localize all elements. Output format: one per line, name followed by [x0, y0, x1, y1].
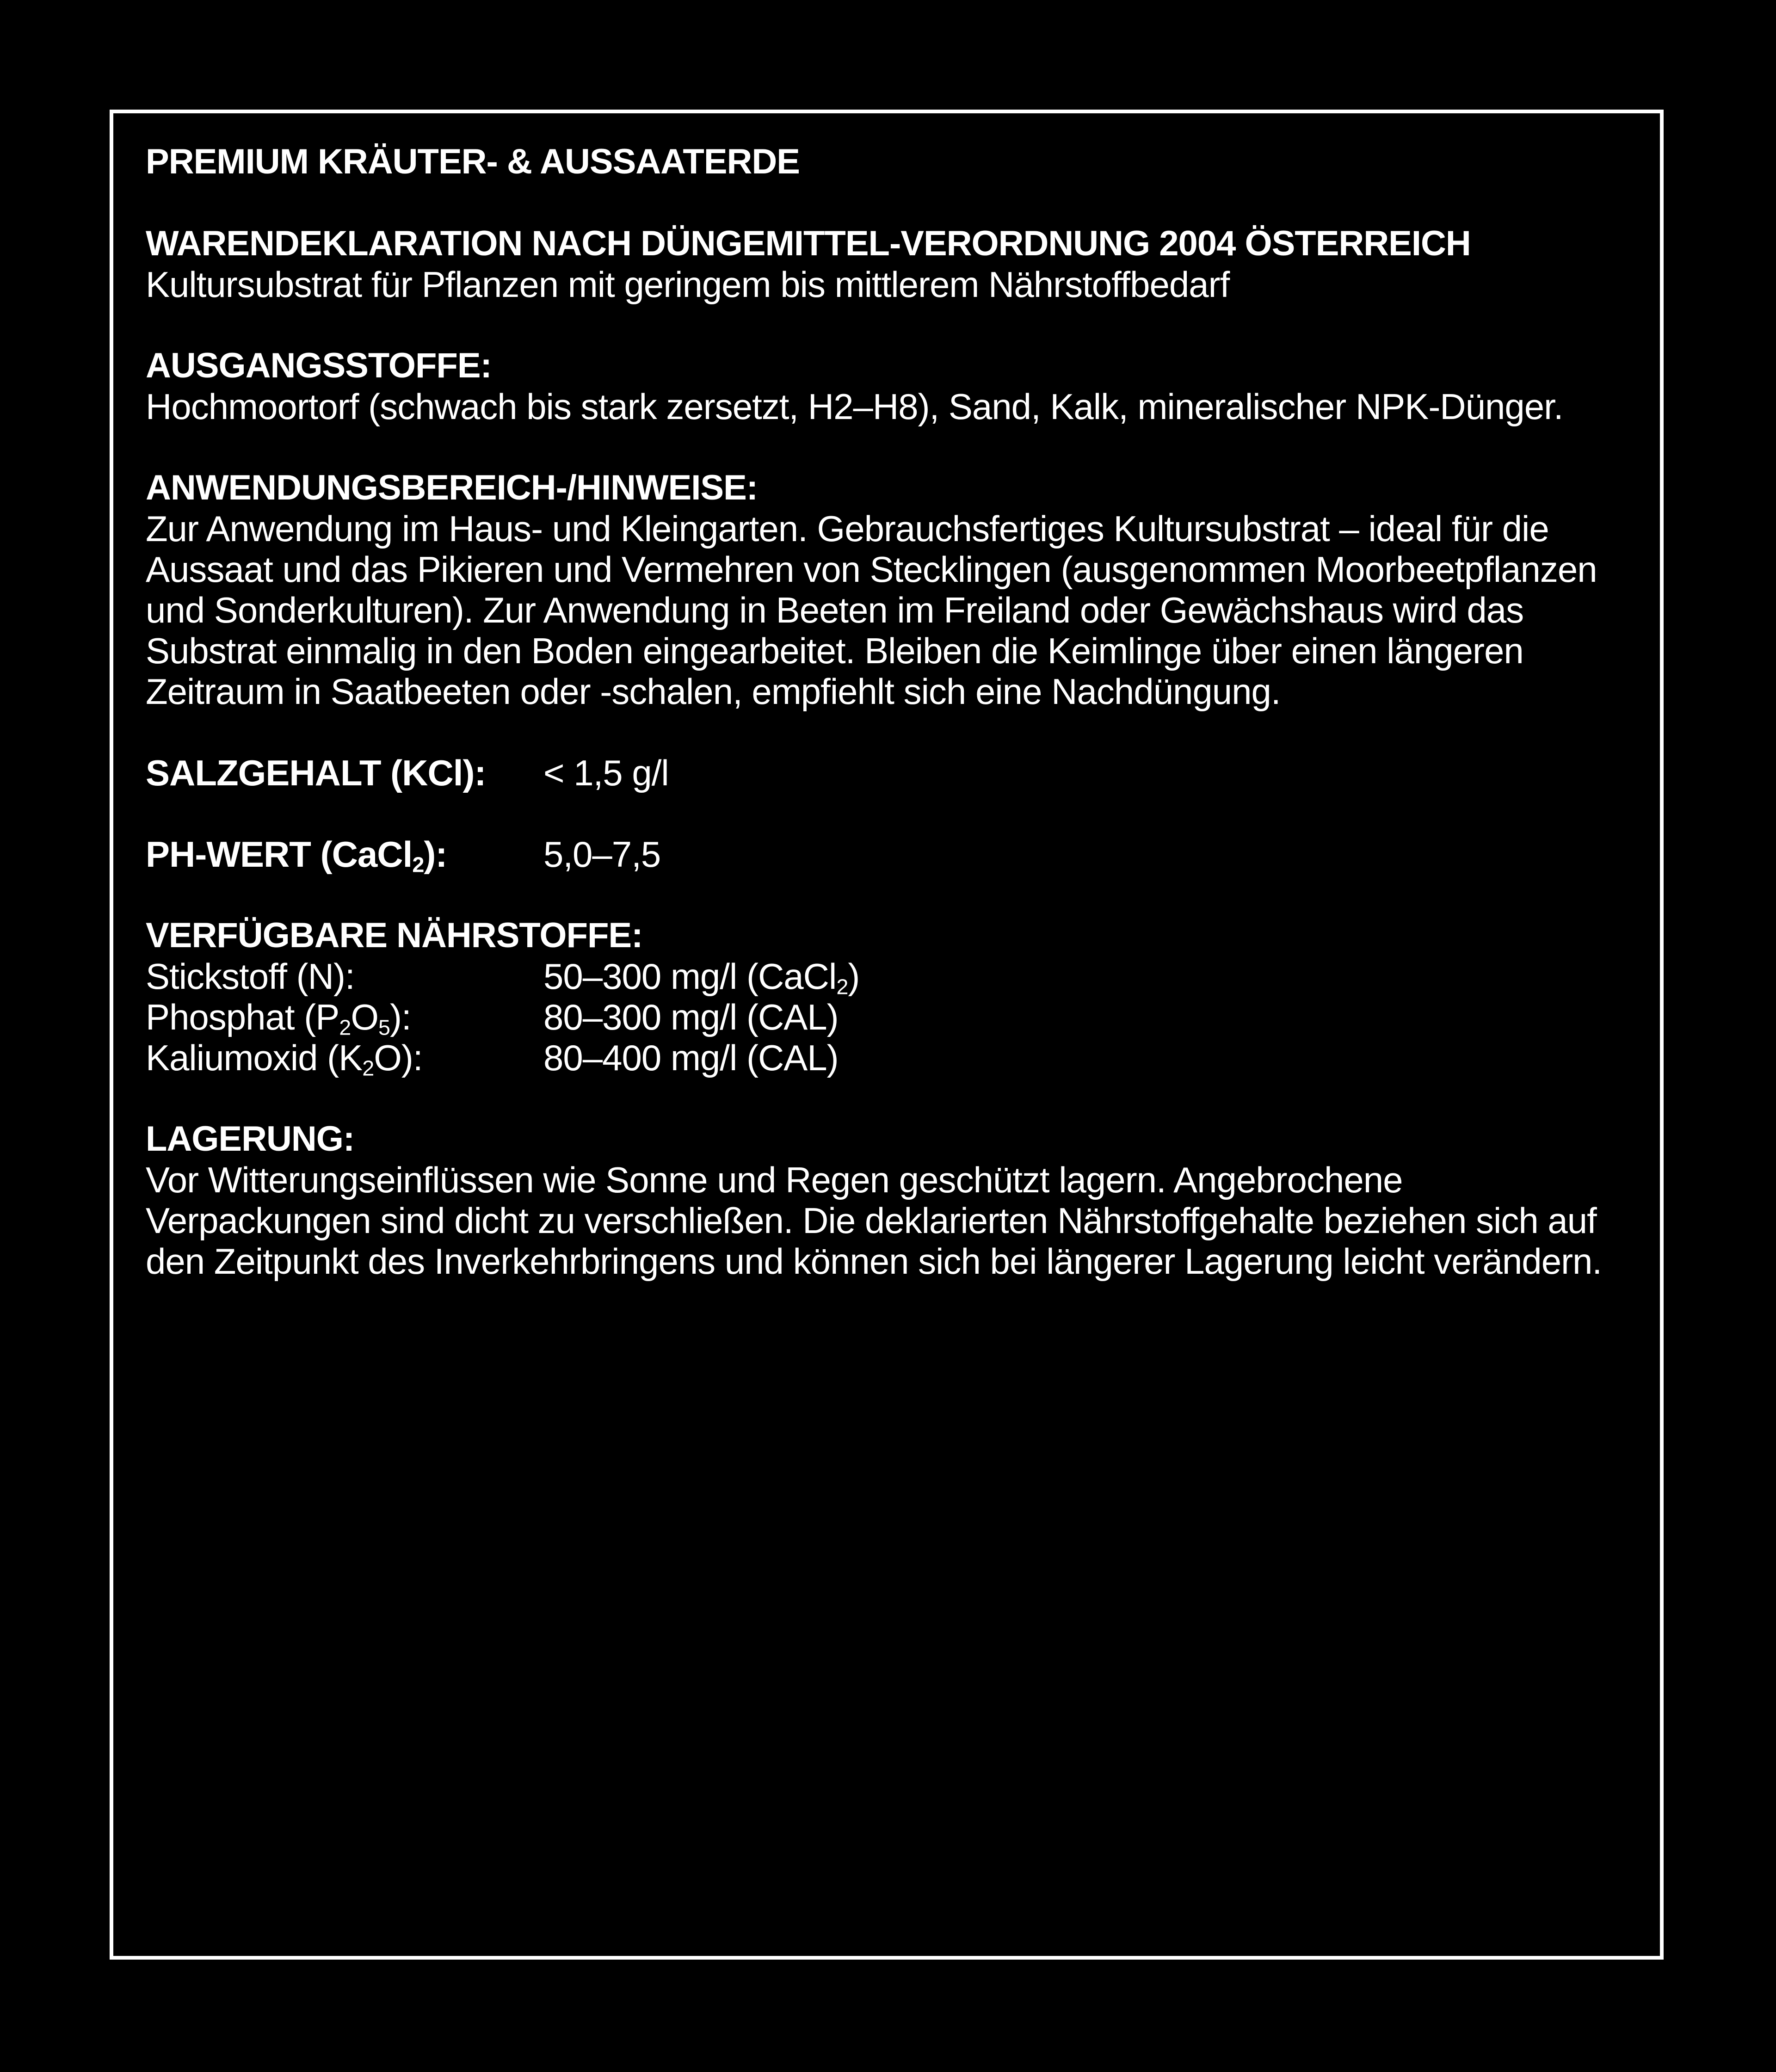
declaration-text: Kultursubstrat für Pflanzen mit geringem bis mittlerem Nährstoffbedarf [146, 264, 1230, 305]
nutrient-row-n [146, 956, 1632, 997]
salzgehalt-row [146, 752, 1632, 793]
ph-value: 5,0–7,5 [543, 834, 661, 875]
declaration-heading: WARENDEKLARATION NACH DÜNGEMITTEL-VERORDNUNG 2004 ÖSTERREICH [146, 224, 1471, 263]
nutrient-label-p: Phosphat $(P_2O_5)$: [146, 997, 411, 1040]
salzgehalt-value: < 1,5 g/l [543, 752, 669, 793]
nutrient-label-k: Kaliumoxid $(K_2O)$: [146, 1037, 423, 1080]
anwendung-text: Zur Anwendung im Haus- und Kleingarten. Gebrauchsfertiges Kultursubstrat – ideal für die Aussaat und das Pikieren und Vermehren von Stecklingen (ausgenommen Moorbeetpflanzen und Sonderkulturen). Zur Anwendung in Beeten im Freiland oder Gewächshaus wird das Substrat einmalig in den Boden eingearbeitet. Bleiben die Keimlinge über einen längeren Zeitraum in Saatbeeten oder -schalen, empfiehlt sich eine Nachdüngung. [146, 508, 1597, 712]
anwendung-heading: ANWENDUNGSBEREICH-/HINWEISE: [146, 468, 758, 507]
lagerung-text: Vor Witterungseinflüssen wie Sonne und Regen geschützt lagern. Angebrochene Verpackungen sind dicht zu verschließen. Die deklarierten Nährstoffgehalte beziehen sich auf den Zeitpunkt des Inverkehrbringens und können sich bei längerer Lagerung leicht verändern. [146, 1159, 1602, 1282]
nutrient-value-k: 80–400 mg/l (CAL) [543, 1037, 839, 1078]
label-content [146, 141, 1632, 1282]
ausgangsstoffe-text: Hochmoortorf (schwach bis stark zersetzt, H2–H8), Sand, Kalk, mineralischer NPK-Dünger. [146, 386, 1563, 427]
salzgehalt-label: SALZGEHALT (KCl): [146, 752, 486, 793]
nutrient-value-p: 80–300 mg/l (CAL) [543, 997, 839, 1037]
ph-row [146, 834, 1632, 875]
label-frame [110, 110, 1664, 1960]
nutrient-value-n: 50–300 mg/l (CaCl$_2$) [543, 956, 860, 999]
nutrient-row-p [146, 997, 1632, 1040]
lagerung-heading: LAGERUNG: [146, 1119, 355, 1159]
ausgangsstoffe-heading: AUSGANGSSTOFFE: [146, 346, 492, 385]
nutrient-row-k [146, 1037, 1632, 1078]
nutrient-label-n: Stickstoff (N): [146, 956, 355, 997]
naehrstoffe-heading: VERFÜGBARE NÄHRSTOFFE: [146, 916, 643, 955]
product-title: PREMIUM KRÄUTER- & AUSSAATERDE [146, 142, 800, 181]
ph-label: PH-WERT (CaCl$_2$): [146, 834, 447, 877]
